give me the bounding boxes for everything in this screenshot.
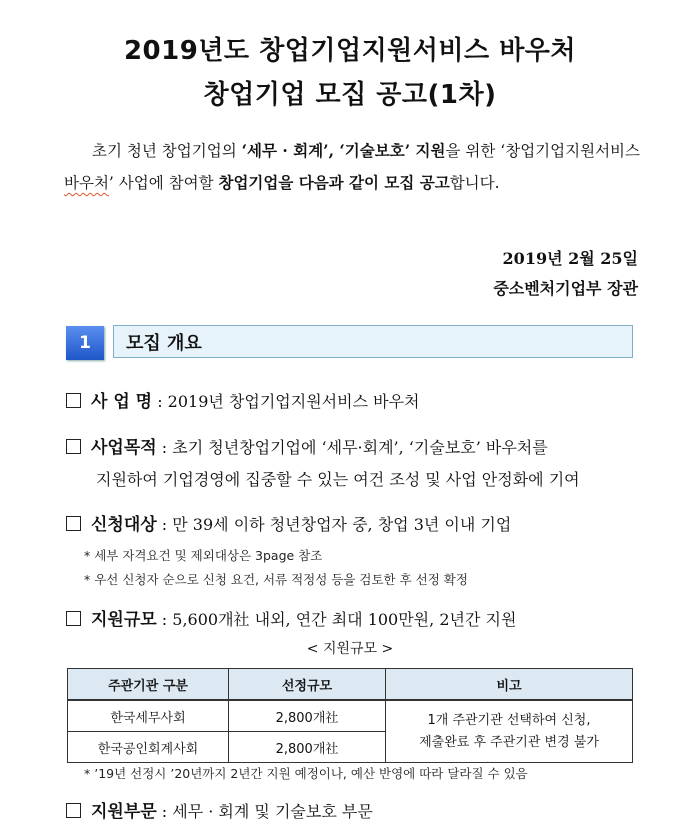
table-cell-remark: 1개 주관기관 선택하여 신청, 제출완료 후 주관기관 변경 불가 bbox=[386, 700, 633, 763]
announcement-date: 2019년 2월 25일 bbox=[502, 249, 638, 268]
intro-emphasis-support: ‘세무 · 회계’, ‘기술보호’ 지원 bbox=[241, 141, 446, 160]
table-header: 비고 bbox=[386, 669, 633, 701]
item-project-purpose: 사업목적 : 초기 청년창업기업에 ‘세무·회계’, ‘기술보호’ 바우처를 지원하여 기업경영에 집중할 수 있는 여건 조성 및 사업 안정화에 기여 bbox=[66, 432, 642, 496]
intro-paragraph: 초기 청년 창업기업의 ‘세무 · 회계’, ‘기술보호’ 지원을 위한 ‘창업기업지원서비스 바우처’ 사업에 참여할 창업기업을 다음과 같이 모집 공고합니다. bbox=[64, 141, 640, 192]
document-title-line2: 창업기업 모집 공고(1차) bbox=[203, 80, 497, 110]
table-caption: < 지원규모 > bbox=[306, 641, 394, 657]
table-cell-org: 한국세무사회 bbox=[68, 700, 229, 732]
eligibility-note-1: * 세부 자격요건 및 제외대상은 3page 참조 bbox=[84, 548, 323, 563]
table-row bbox=[68, 700, 633, 732]
intro-voucher-word: 바우처 bbox=[64, 174, 109, 192]
intro-emphasis-recruit: 창업기업을 다음과 같이 모집 공고 bbox=[218, 173, 450, 192]
checkbox-square-icon bbox=[66, 393, 81, 408]
issuing-ministry: 중소벤처기업부 장관 bbox=[493, 279, 638, 298]
checkbox-square-icon bbox=[66, 516, 81, 531]
table-header: 주관기관 구분 bbox=[68, 669, 229, 701]
table-header: 선정규모 bbox=[229, 669, 386, 701]
item-support-scale: 지원규모 : 5,600개社 내외, 연간 최대 100만원, 2년간 지원 bbox=[66, 604, 642, 636]
item-project-name: 사 업 명 : 2019년 창업기업지원서비스 바우처 bbox=[66, 386, 642, 418]
support-scale-table bbox=[67, 668, 633, 763]
table-cell-count: 2,800개社 bbox=[229, 700, 386, 732]
item-eligibility: 신청대상 : 만 39세 이하 청년창업자 중, 창업 3년 이내 기업 bbox=[66, 509, 642, 541]
table-cell-count: 2,800개社 bbox=[229, 732, 386, 763]
item-support-division: 지원부문 : 세무 · 회계 및 기술보호 부문 bbox=[66, 796, 642, 828]
section-heading: 모집 개요 bbox=[113, 325, 633, 358]
checkbox-square-icon bbox=[66, 611, 81, 626]
table-cell-org: 한국공인회계사회 bbox=[68, 732, 229, 763]
table-footnote: * ’19년 선정시 ’20년까지 2년간 지원 예정이나, 예산 반영에 따라 달라질 수 있음 bbox=[84, 766, 528, 781]
checkbox-square-icon bbox=[66, 803, 81, 818]
section-number-badge: 1 bbox=[66, 326, 104, 360]
document-title-line1: 2019년도 창업기업지원서비스 바우처 bbox=[123, 36, 577, 66]
checkbox-square-icon bbox=[66, 439, 81, 454]
eligibility-note-2: * 우선 신청자 순으로 신청 요건, 서류 적정성 등을 검토한 후 선정 확정 bbox=[84, 572, 468, 587]
